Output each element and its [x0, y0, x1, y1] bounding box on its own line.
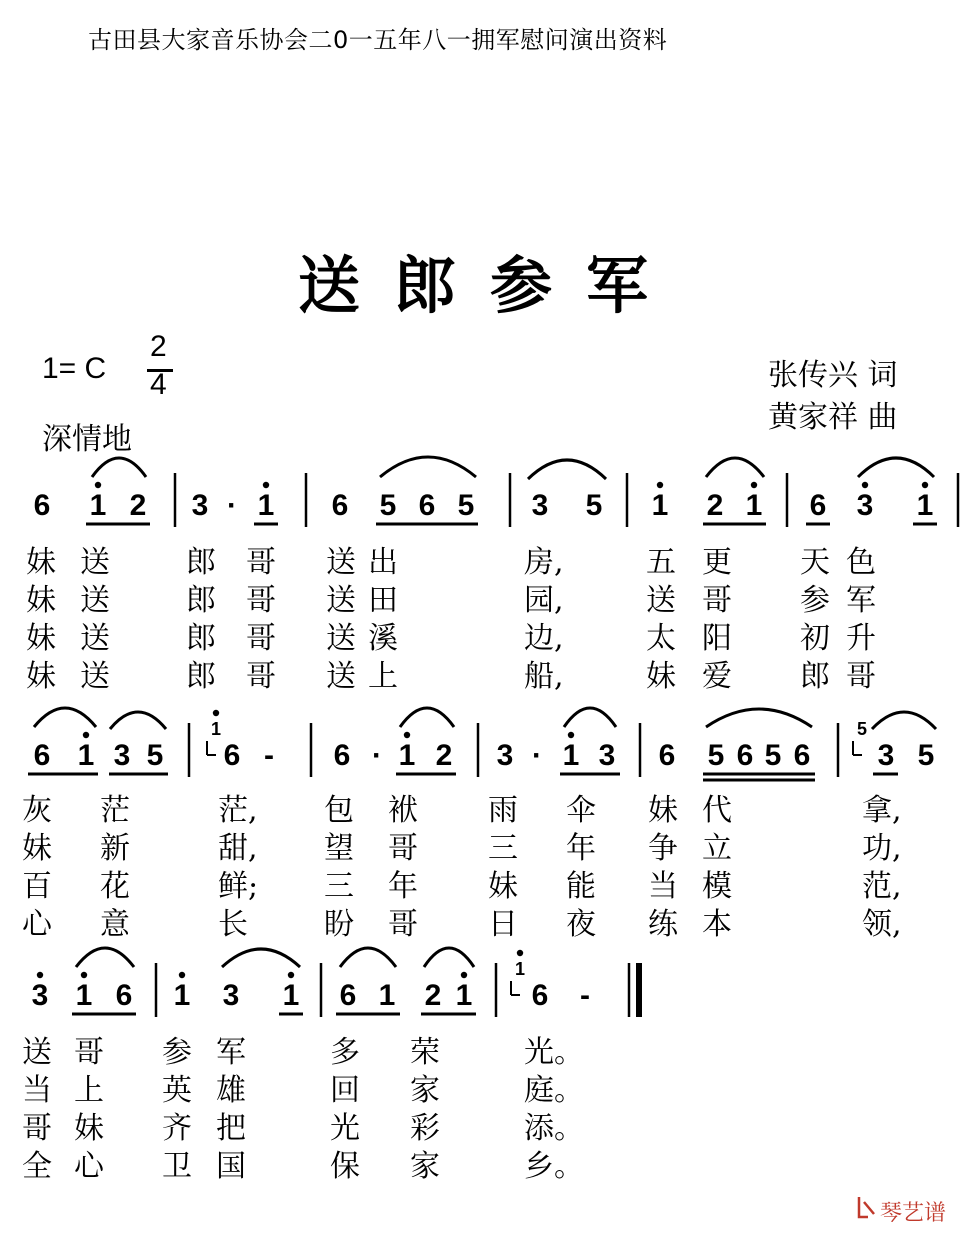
note: 1 — [378, 979, 396, 1012]
lyric-line1-syllable: 送 — [326, 545, 356, 580]
lyric-line2-syllable: 夜 — [566, 907, 596, 942]
high-octave-dot — [568, 732, 574, 738]
lyric-line2-syllable: 领, — [862, 907, 902, 942]
lyric-line3-syllable: 参 — [162, 1035, 192, 1070]
time-signature-bottom: 4 — [150, 368, 167, 401]
lyric-line2-syllable: 哥 — [388, 831, 418, 866]
note: 6 — [531, 979, 549, 1012]
tempo-marking: 深情地 — [42, 422, 132, 457]
note: 6 — [331, 489, 349, 522]
lyric-line1-syllable: 送 — [80, 621, 110, 656]
note: 6 — [33, 739, 51, 772]
lyric-line3-syllable: 荣 — [410, 1035, 440, 1070]
lyric-line1-syllable: 哥 — [702, 583, 732, 618]
note: 1 — [173, 979, 191, 1012]
note: 6 — [809, 489, 827, 522]
lyric-line2-syllable: 意 — [100, 907, 130, 942]
lyric-line1-syllable: 天 — [800, 545, 830, 580]
lyric-line2-syllable: 拿, — [862, 793, 902, 828]
lyric-line1-syllable: 送 — [326, 659, 356, 694]
note: 5 — [146, 739, 164, 772]
grace-note: 1 — [514, 959, 526, 979]
lyric-line1-syllable: 溪 — [368, 621, 398, 656]
lyric-line2-syllable: 新 — [100, 831, 130, 866]
lyric-line2-syllable: 甜, — [218, 831, 258, 866]
note: - — [580, 979, 590, 1012]
note: 6 — [33, 489, 51, 522]
note: 3 — [598, 739, 616, 772]
lyric-line1-syllable: 妹 — [26, 621, 56, 656]
note: 2 — [706, 489, 724, 522]
lyric-line2-syllable: 望 — [324, 831, 354, 866]
header-note: 古田县大家音乐协会二0一五年八一拥军慰问演出资料 — [88, 26, 668, 54]
note: 1 — [455, 979, 473, 1012]
lyric-line1-syllable: 妹 — [26, 659, 56, 694]
lyric-line3-syllable: 家 — [410, 1073, 440, 1108]
lyric-line2-syllable: 伞 — [566, 793, 596, 828]
high-octave-dot — [81, 972, 87, 978]
note: 1 — [651, 489, 669, 522]
note: 1 — [257, 489, 275, 522]
slur — [92, 458, 146, 477]
lyric-line1-syllable: 上 — [368, 659, 398, 694]
lyric-line3-syllable: 卫 — [162, 1149, 192, 1184]
slur — [76, 948, 134, 967]
lyric-line3-syllable: 多 — [330, 1035, 360, 1070]
lyric-line3-syllable: 哥 — [22, 1111, 52, 1146]
watermark: 琴艺谱 — [880, 1201, 947, 1226]
lyric-line2-syllable: 妹 — [488, 869, 518, 904]
lyric-line1-syllable: 郎 — [186, 583, 216, 618]
note: 1 — [398, 739, 416, 772]
note: 1 — [75, 979, 93, 1012]
lyric-line3-syllable: 把 — [216, 1111, 246, 1146]
lyric-line3-syllable: 彩 — [410, 1111, 440, 1146]
lyric-line1-syllable: 升 — [846, 621, 876, 656]
lyric-line1-syllable: 爱 — [702, 659, 732, 694]
lyric-line1-syllable: 郎 — [800, 659, 830, 694]
slur — [424, 948, 474, 967]
note: 3 — [222, 979, 240, 1012]
note: 6 — [658, 739, 676, 772]
lyric-line3-syllable: 英 — [162, 1073, 192, 1108]
grace-note: 1 — [210, 719, 222, 739]
slur — [872, 712, 936, 729]
lyric-line2-syllable: 袱 — [388, 793, 418, 828]
slur — [400, 708, 454, 727]
lyric-line2-syllable: 盼 — [324, 907, 354, 942]
note: 3 — [856, 489, 874, 522]
note: 1 — [77, 739, 95, 772]
lyric-line1-syllable: 送 — [326, 583, 356, 618]
lyric-line1-syllable: 哥 — [246, 659, 276, 694]
lyric-line2-syllable: 妹 — [648, 793, 678, 828]
note: · — [532, 739, 542, 772]
high-octave-dot — [83, 732, 89, 738]
lyric-line2-syllable: 三 — [324, 869, 354, 904]
note: 6 — [223, 739, 241, 772]
note: 3 — [877, 739, 895, 772]
lyric-line2-syllable: 茫, — [218, 793, 258, 828]
high-octave-dot — [213, 710, 219, 716]
lyric-line2-syllable: 日 — [488, 907, 518, 942]
lyric-line1-syllable: 更 — [702, 545, 732, 580]
note: 5 — [707, 739, 725, 772]
lyric-line3-syllable: 齐 — [162, 1111, 192, 1146]
lyric-line3-syllable: 上 — [74, 1073, 104, 1108]
song-title: 送郎参军 — [297, 249, 682, 322]
note: 3 — [191, 489, 209, 522]
lyric-line3-syllable: 送 — [22, 1035, 52, 1070]
slur — [110, 712, 166, 729]
note: 1 — [282, 979, 300, 1012]
high-octave-dot — [263, 482, 269, 488]
note: 6 — [418, 489, 436, 522]
lyric-line2-syllable: 心 — [22, 907, 52, 942]
note: 3 — [31, 979, 49, 1012]
high-octave-dot — [922, 482, 928, 488]
lyric-line1-syllable: 妹 — [646, 659, 676, 694]
note: 2 — [424, 979, 442, 1012]
lyric-line1-syllable: 送 — [646, 583, 676, 618]
lyric-line1-syllable: 船, — [524, 659, 564, 694]
lyric-line2-syllable: 代 — [702, 793, 732, 828]
lyric-line1-syllable: 出 — [368, 545, 398, 580]
lyric-line3-syllable: 妹 — [74, 1111, 104, 1146]
lyric-line1-syllable: 房, — [524, 545, 564, 580]
slur — [858, 458, 934, 477]
note: 2 — [129, 489, 147, 522]
lyric-line3-syllable: 心 — [74, 1149, 104, 1184]
lyric-line2-syllable: 练 — [648, 907, 678, 942]
composer-credit: 黄家祥 曲 — [768, 400, 898, 435]
lyric-line2-syllable: 争 — [648, 831, 678, 866]
lyric-line3-syllable: 回 — [330, 1073, 360, 1108]
lyric-line2-syllable: 功, — [862, 831, 902, 866]
lyric-line3-syllable: 乡。 — [524, 1149, 584, 1184]
lyric-line1-syllable: 太 — [646, 621, 676, 656]
lyric-line2-syllable: 哥 — [388, 907, 418, 942]
note: 3 — [113, 739, 131, 772]
high-octave-dot — [37, 972, 43, 978]
lyric-line3-syllable: 国 — [216, 1149, 246, 1184]
lyric-line2-syllable: 灰 — [22, 793, 52, 828]
high-octave-dot — [657, 482, 663, 488]
lyric-line3-syllable: 庭。 — [524, 1073, 584, 1108]
lyric-line3-syllable: 哥 — [74, 1035, 104, 1070]
slur — [340, 948, 396, 967]
lyric-line1-syllable: 郎 — [186, 621, 216, 656]
lyric-line3-syllable: 光。 — [524, 1035, 584, 1070]
lyric-line3-syllable: 全 — [22, 1149, 52, 1184]
note: 6 — [115, 979, 133, 1012]
lyric-line2-syllable: 百 — [22, 869, 52, 904]
lyric-line2-syllable: 花 — [100, 869, 130, 904]
lyric-line3-syllable: 家 — [410, 1149, 440, 1184]
lyric-line1-syllable: 参 — [800, 583, 830, 618]
lyric-line2-syllable: 雨 — [488, 793, 518, 828]
lyric-line1-syllable: 五 — [646, 545, 676, 580]
lyric-line2-syllable: 长 — [218, 907, 248, 942]
lyric-line2-syllable: 年 — [566, 831, 596, 866]
lyric-line3-syllable: 当 — [22, 1073, 52, 1108]
high-octave-dot — [95, 482, 101, 488]
note: 1 — [745, 489, 763, 522]
note: 6 — [793, 739, 811, 772]
lyric-line2-syllable: 茫 — [100, 793, 130, 828]
lyric-line2-syllable: 模 — [702, 869, 732, 904]
lyric-line2-syllable: 能 — [566, 869, 596, 904]
note: · — [372, 739, 382, 772]
lyric-line3-syllable: 军 — [216, 1035, 246, 1070]
key-signature: 1= C — [42, 352, 107, 385]
note: 6 — [333, 739, 351, 772]
high-octave-dot — [751, 482, 757, 488]
slur — [564, 708, 616, 727]
note: 6 — [736, 739, 754, 772]
note: 3 — [531, 489, 549, 522]
lyric-line1-syllable: 送 — [80, 545, 110, 580]
lyric-line1-syllable: 哥 — [246, 583, 276, 618]
lyric-line1-syllable: 哥 — [246, 545, 276, 580]
slur — [380, 457, 476, 477]
lyricist-credit: 张传兴 词 — [768, 358, 898, 393]
slur — [222, 949, 300, 967]
slur — [706, 458, 764, 477]
slur — [528, 460, 606, 479]
note: 1 — [89, 489, 107, 522]
lyric-line3-syllable: 光 — [330, 1111, 360, 1146]
high-octave-dot — [179, 972, 185, 978]
note: 1 — [916, 489, 934, 522]
lyric-line1-syllable: 田 — [368, 583, 398, 618]
lyric-line2-syllable: 包 — [324, 793, 354, 828]
slur — [706, 709, 812, 727]
slur — [34, 708, 96, 727]
lyric-line1-syllable: 妹 — [26, 545, 56, 580]
lyric-line3-syllable: 保 — [330, 1149, 360, 1184]
high-octave-dot — [862, 482, 868, 488]
logo-icon — [856, 1194, 878, 1220]
lyric-line2-syllable: 年 — [388, 869, 418, 904]
lyric-line1-syllable: 送 — [326, 621, 356, 656]
lyric-line2-syllable: 立 — [702, 831, 732, 866]
note: 5 — [457, 489, 475, 522]
lyric-line2-syllable: 范, — [862, 869, 902, 904]
lyric-line1-syllable: 阳 — [702, 621, 732, 656]
lyric-line2-syllable: 妹 — [22, 831, 52, 866]
lyric-line1-syllable: 色 — [846, 545, 876, 580]
high-octave-dot — [288, 972, 294, 978]
lyric-line1-syllable: 送 — [80, 659, 110, 694]
note: · — [227, 489, 237, 522]
lyric-line1-syllable: 军 — [846, 583, 876, 618]
lyric-line1-syllable: 哥 — [246, 621, 276, 656]
grace-note: 5 — [856, 719, 868, 739]
lyric-line2-syllable: 本 — [702, 907, 732, 942]
lyric-line1-syllable: 边, — [524, 621, 564, 656]
lyric-line2-syllable: 三 — [488, 831, 518, 866]
lyric-line1-syllable: 郎 — [186, 659, 216, 694]
lyric-line1-syllable: 哥 — [846, 659, 876, 694]
lyric-line2-syllable: 鲜; — [218, 869, 259, 904]
note: - — [264, 739, 274, 772]
high-octave-dot — [461, 972, 467, 978]
lyric-line1-syllable: 郎 — [186, 545, 216, 580]
note: 6 — [339, 979, 357, 1012]
note: 1 — [562, 739, 580, 772]
lyric-line1-syllable: 妹 — [26, 583, 56, 618]
lyric-line3-syllable: 雄 — [216, 1073, 246, 1108]
note: 5 — [585, 489, 603, 522]
note: 5 — [379, 489, 397, 522]
note: 5 — [917, 739, 935, 772]
lyric-line3-syllable: 添。 — [524, 1111, 584, 1146]
lyric-line2-syllable: 当 — [648, 869, 678, 904]
high-octave-dot — [517, 950, 523, 956]
lyric-line1-syllable: 初 — [800, 621, 830, 656]
time-signature-top: 2 — [150, 330, 167, 363]
lyric-line1-syllable: 园, — [524, 583, 564, 618]
lyric-line1-syllable: 送 — [80, 583, 110, 618]
note: 3 — [496, 739, 514, 772]
high-octave-dot — [404, 732, 410, 738]
note: 2 — [435, 739, 453, 772]
note: 5 — [764, 739, 782, 772]
